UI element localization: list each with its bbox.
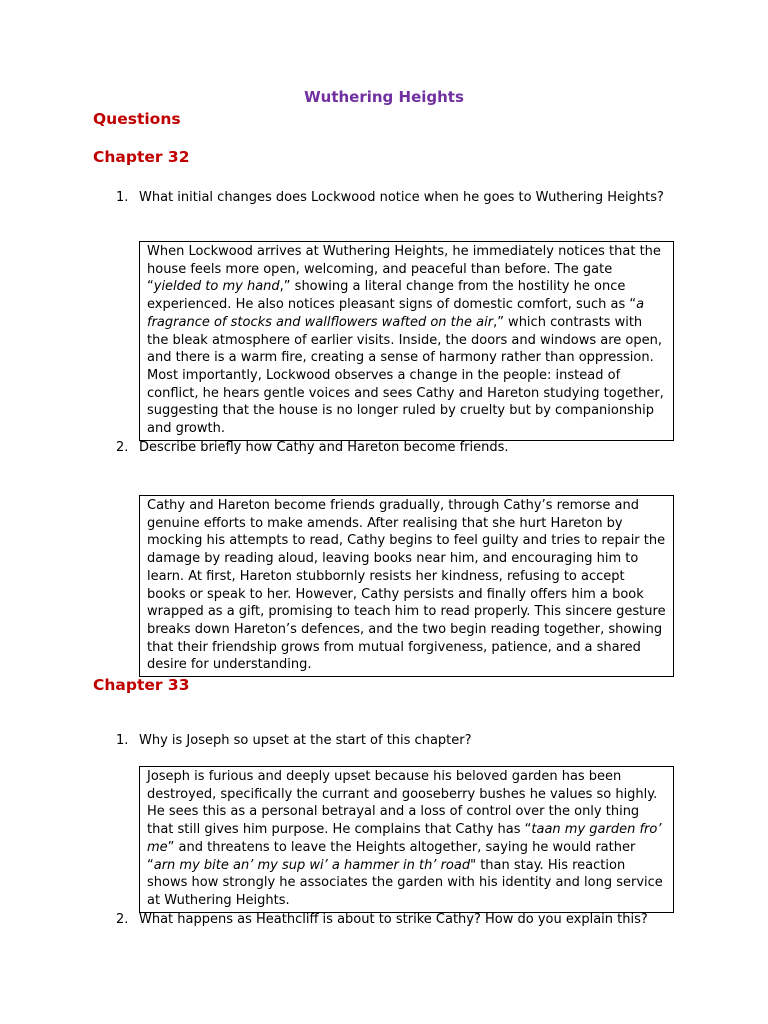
answer-quote: a fragrance of stocks and wallflowers wafted on the air xyxy=(147,297,645,330)
answer-text: ” and threatens to leave the Heights altogether, saying he would rather “ xyxy=(147,839,636,873)
question-item xyxy=(116,912,676,927)
question-number: 2. xyxy=(116,440,129,455)
answer-text: When Lockwood arrives at Wuthering Heights, he immediately notices that the house feels more open, welcoming, and peaceful than before. The gate “ xyxy=(147,244,661,295)
answer-box xyxy=(139,766,674,913)
answer-box xyxy=(139,241,674,441)
answer-text: ,” showing a literal change from the hostility he once experienced. He also notices pleasant signs of domestic comfort, such as “ xyxy=(147,279,637,313)
answer-text: Cathy and Hareton become friends gradually, through Cathy’s remorse and genuine efforts to make amends. After realising that she hurt Hareton by mocking his attempts to read, Cathy begins to feel guilty and tries to repair the damage by reading aloud, leaving books near him, and encouraging him to learn. At first, Hareton stubbornly resists her kindness, refusing to accept books or speak to her. However, Cathy persists and finally offers him a book wrapped as a gift, promising to teach him to read properly. This sincere gesture breaks down Hareton’s defences, and the two begin reading together, showing that their friendship grows from mutual forgiveness, patience, and a shared desire for understanding. xyxy=(147,498,666,673)
question-number: 1. xyxy=(116,733,129,748)
document-title: Wuthering Heights xyxy=(304,88,464,106)
question-text: What happens as Heathcliff is about to strike Cathy? How do you explain this? xyxy=(139,912,648,927)
question-item xyxy=(116,440,676,455)
chapter-heading: Chapter 32 xyxy=(93,148,190,166)
answer-quote: taan my garden fro’ me xyxy=(147,822,662,855)
question-text: Describe briefly how Cathy and Hareton become friends. xyxy=(139,440,509,455)
question-item xyxy=(116,190,676,205)
chapter-heading: Chapter 33 xyxy=(93,676,190,694)
answer-text: " than stay. His reaction shows how strongly he associates the garden with his identity and long service at Wuthering Heights. xyxy=(147,857,663,908)
answer-quote: arn my bite an’ my sup wi’ a hammer in th’ road xyxy=(153,857,471,873)
question-text: Why is Joseph so upset at the start of this chapter? xyxy=(139,733,472,748)
answer-text: Joseph is furious and deeply upset because his beloved garden has been destroyed, specifically the currant and gooseberry bushes he values so highly. He sees this as a personal betrayal and a loss of control over the only thing that still gives him purpose. He complains that Cathy has “ xyxy=(147,769,658,838)
answer-quote: yielded to my hand xyxy=(153,279,280,295)
answer-box xyxy=(139,495,674,677)
question-number: 2. xyxy=(116,912,129,927)
question-text: What initial changes does Lockwood notice when he goes to Wuthering Heights? xyxy=(139,190,664,205)
answer-text: ,” which contrasts with the bleak atmosphere of earlier visits. Inside, the doors and windows are open, and there is a warm fire, creating a sense of harmony rather than oppression. Most importantly, Lockwood observes a change in the people: instead of conflict, he hears gentle voices and sees Cathy and Hareton studying together, suggesting that the house is no longer ruled by cruelty but by companionship and growth. xyxy=(147,314,664,437)
question-item xyxy=(116,733,676,748)
questions-heading: Questions xyxy=(93,110,181,128)
question-number: 1. xyxy=(116,190,129,205)
